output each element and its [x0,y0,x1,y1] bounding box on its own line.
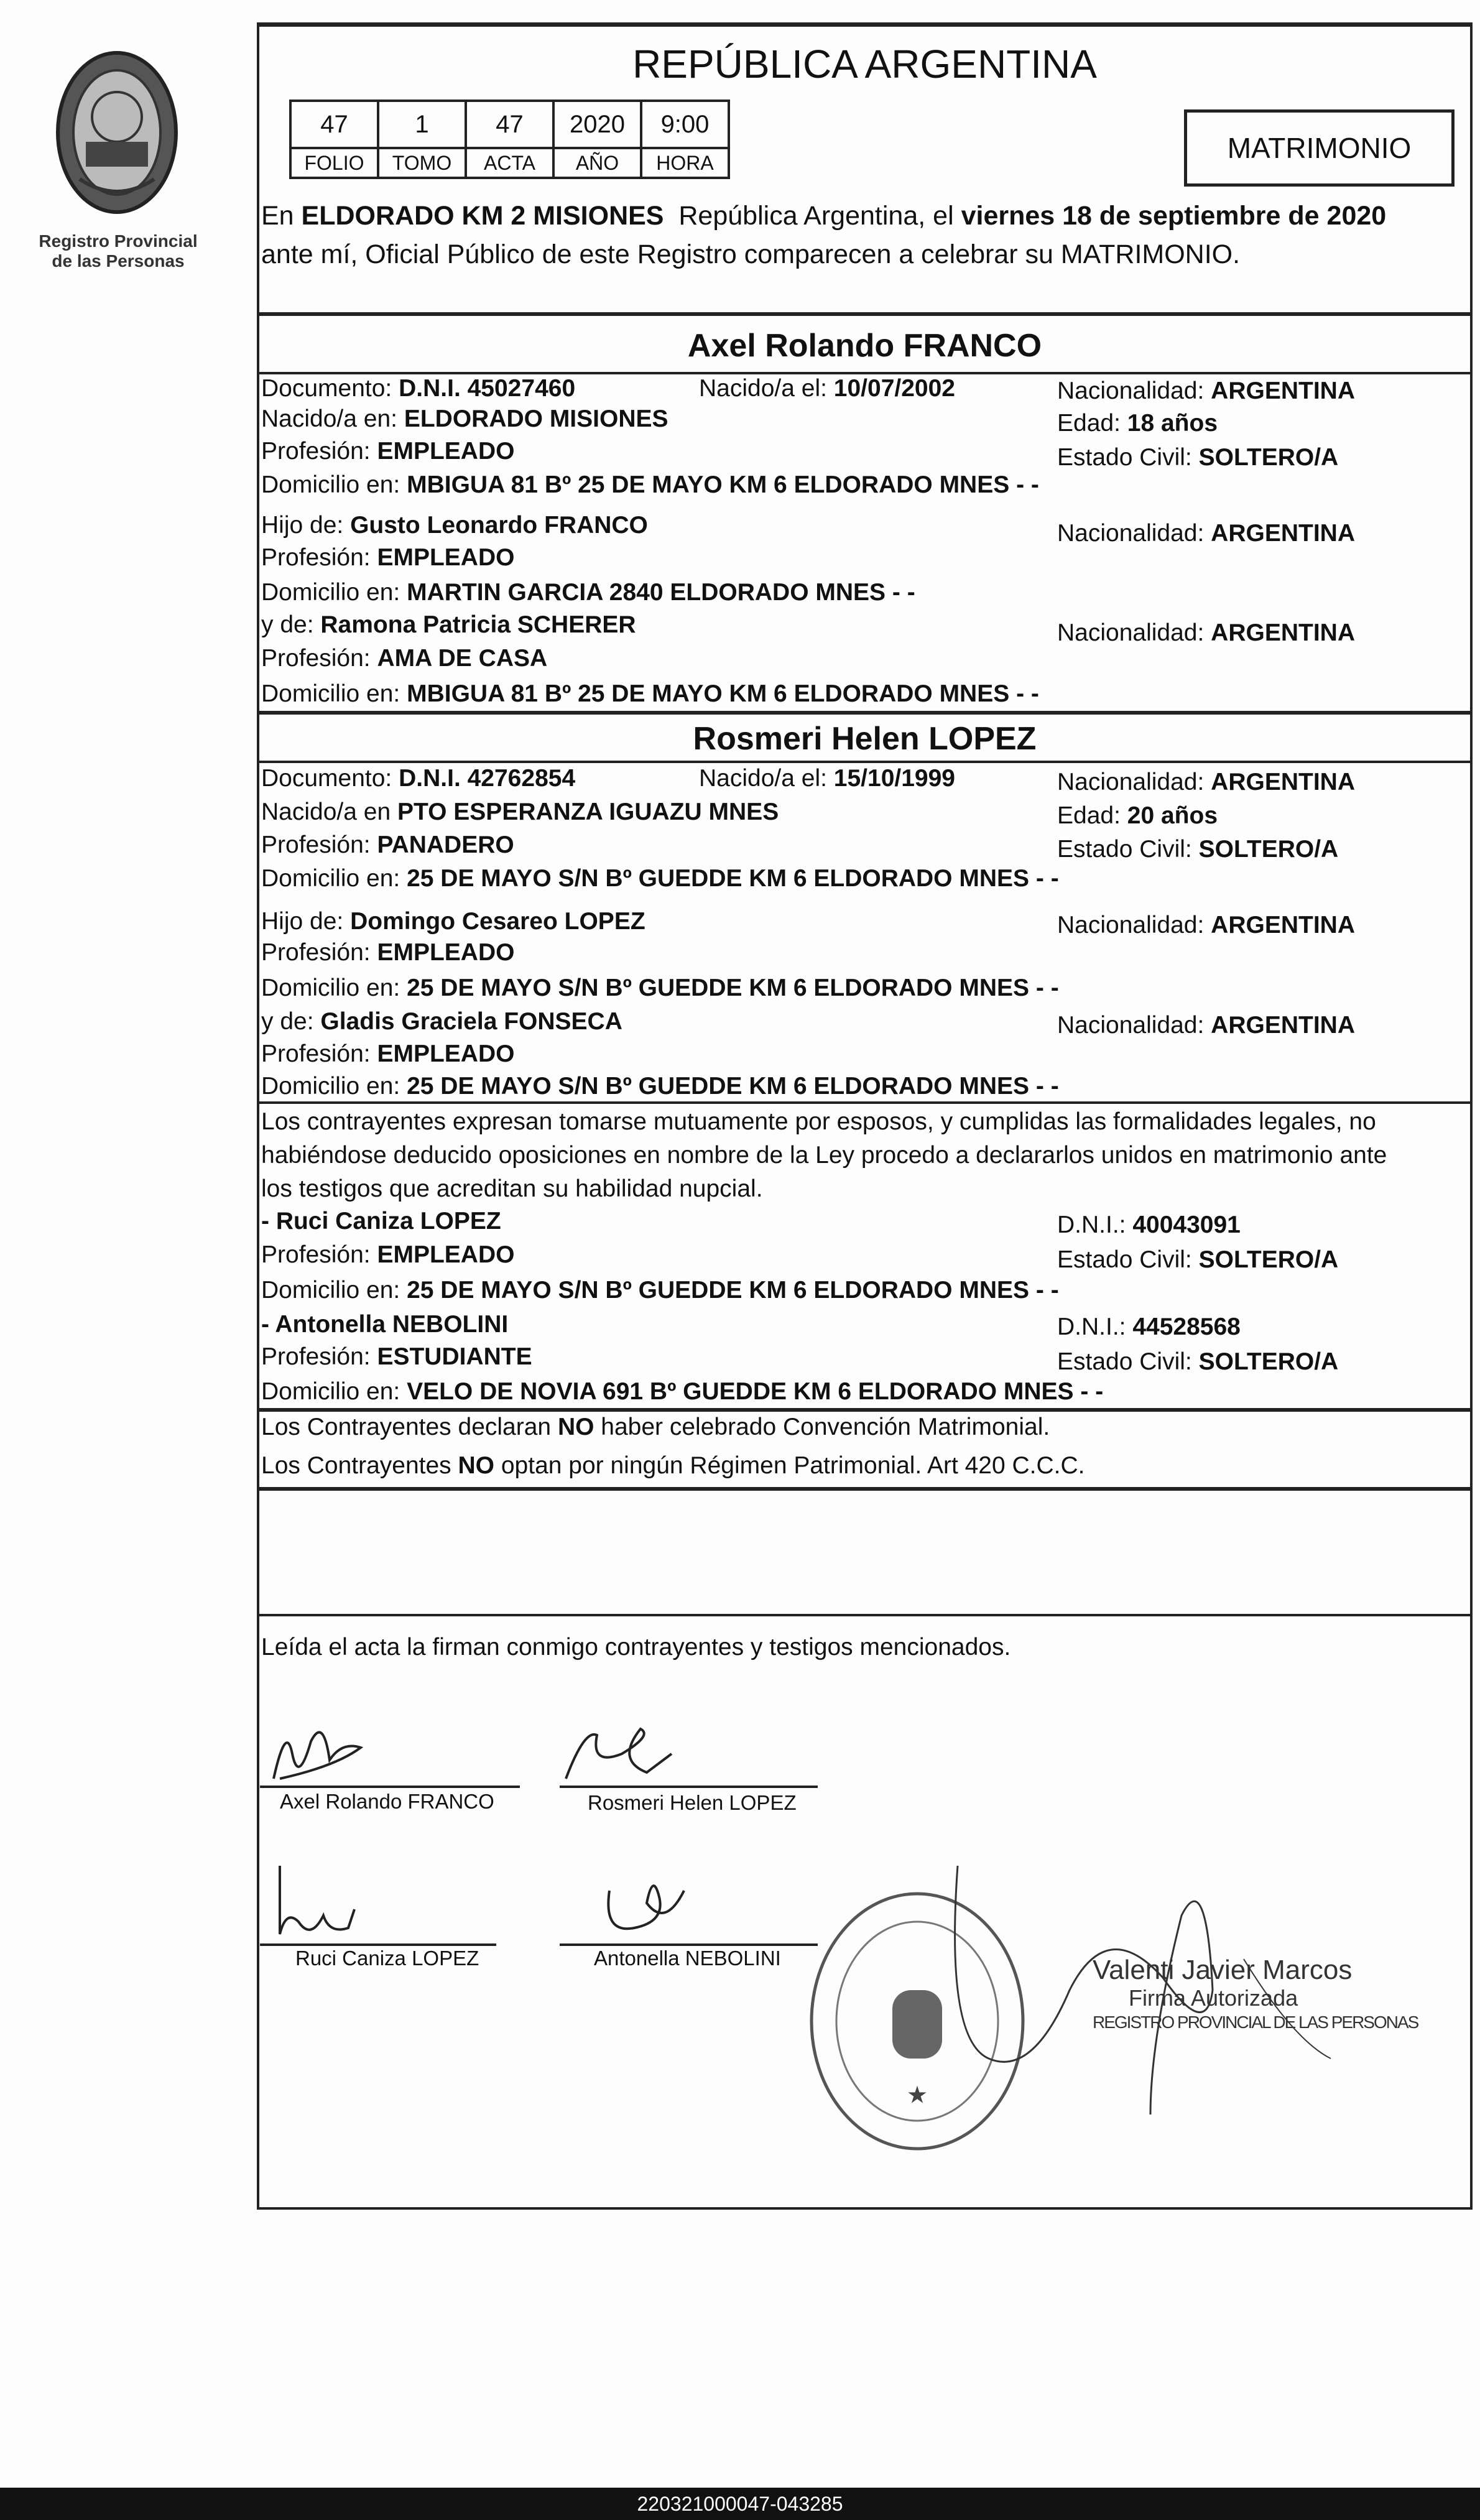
spouse2-civil-status [1057,833,1338,866]
label: Profesión: [261,1343,377,1370]
spouse2-father-nationality [1057,909,1355,942]
value: 44528568 [1132,1313,1241,1340]
label: Nacionalidad: [1057,769,1211,795]
label: Domicilio en: [261,1378,407,1405]
witness-profession [261,1341,532,1373]
signature-scribble-icon [560,1716,684,1791]
text: NO [458,1452,495,1479]
value: PTO ESPERANZA IGUAZU MNES [397,799,779,825]
signature-name-1: Axel Rolando FRANCO [280,1790,494,1813]
label: Nacido/a en: [261,405,404,432]
label: Edad: [1057,802,1127,829]
spouse1-address [261,469,1039,501]
signature-name-4: Antonella NEBOLINI [594,1947,781,1970]
label: D.N.I.: [1057,1313,1133,1340]
spouse1-profession [261,435,514,468]
closing-statement: Leída el acta la firman conmigo contrayentes y testigos mencionados. [261,1634,1011,1661]
spouse1-nationality [1057,375,1355,407]
spouse2-father [261,906,645,938]
text: haber celebrado Convención Matrimonial. [594,1414,1050,1440]
label: Domicilio en: [261,975,407,1001]
spouse1-father-address [261,577,915,609]
label: Domicilio en: [261,1277,407,1304]
signature-line [560,1786,818,1788]
divider [257,312,1473,316]
value: 25 DE MAYO S/N Bº GUEDDE KM 6 ELDORADO MNES - - [407,865,1059,892]
value: SOLTERO/A [1198,444,1339,471]
label: Estado Civil: [1057,836,1199,863]
value: Gladis Graciela FONSECA [320,1008,622,1035]
label: Profesión: [261,1040,377,1067]
logo-caption-line2: de las Personas [52,251,185,271]
witness-address [261,1376,1103,1408]
witness-profession [261,1239,514,1271]
value: PANADERO [377,832,514,858]
signature-line [560,1943,818,1946]
spouse1-name: Axel Rolando FRANCO [687,328,1042,364]
footer-code: 220321000047-043285 [0,2488,1480,2520]
label: Nacionalidad: [1057,520,1211,547]
intro-line1 [261,201,1386,231]
value: 18 años [1127,410,1218,437]
value: Gusto Leonardo FRANCO [350,512,648,539]
label: Estado Civil: [1057,1246,1199,1273]
label: Documento: [261,375,399,402]
text: Los Contrayentes [261,1452,458,1479]
spouse2-age [1057,800,1218,832]
value: 10/07/2002 [833,375,955,402]
spouse1-mother-profession [261,642,547,675]
signature-line [260,1786,520,1788]
label: Nacionalidad: [1057,912,1211,938]
convention-statement [261,1411,1050,1443]
spouse1-father [261,509,648,542]
value: ARGENTINA [1211,912,1356,938]
registry-logo [49,49,185,220]
intro-text: En [261,201,302,231]
value: MBIGUA 81 Bº 25 DE MAYO KM 6 ELDORADO MNES - - [407,471,1039,498]
witness-dni [1057,1209,1241,1241]
label: Nacionalidad: [1057,378,1211,404]
label: Nacido/a en [261,799,397,825]
witness-address [261,1274,1059,1307]
intro-date: viernes 18 de septiembre de 2020 [961,201,1387,231]
spouse2-birthdate [699,762,955,795]
official-organization: REGISTRO PROVINCIAL DE LAS PERSONAS [1093,2013,1418,2032]
value: ARGENTINA [1211,769,1356,795]
acta-label: ACTA [466,148,553,178]
value: Ramona Patricia SCHERER [320,611,636,638]
misiones-seal-icon [49,49,185,216]
record-type-box: MATRIMONIO [1184,109,1455,187]
value: ARGENTINA [1211,619,1356,646]
label: y de: [261,1008,321,1035]
signature-scribble-icon [597,1866,696,1947]
value: 15/10/1999 [833,765,955,792]
signature-scribble-icon [261,1716,386,1791]
value: SOLTERO/A [1198,1348,1339,1375]
label: Domicilio en: [261,579,407,606]
value: EMPLEADO [377,544,515,571]
spouse1-mother-address [261,678,1039,710]
label: Nacionalidad: [1057,1012,1211,1039]
value: ELDORADO MISIONES [404,405,668,432]
declaration-line3: los testigos que acreditan su habilidad nupcial. [261,1175,763,1202]
signature-scribble-icon [261,1860,386,1947]
witness-name: - Antonella NEBOLINI [261,1311,509,1338]
spouse2-name: Rosmeri Helen LOPEZ [693,721,1037,757]
folio-value: 47 [290,101,378,148]
document-title: REPÚBLICA ARGENTINA [632,42,1097,86]
spouse2-profession [261,829,514,861]
value: EMPLEADO [377,939,515,966]
label: Domicilio en: [261,1073,407,1100]
spouse2-mother-profession [261,1038,514,1070]
spouse1-father-nationality [1057,517,1355,550]
label: Hijo de: [261,512,351,539]
value: VELO DE NOVIA 691 Bº GUEDDE KM 6 ELDORADO MNES - - [407,1378,1104,1405]
spouse1-father-profession [261,542,514,574]
intro-place: ELDORADO KM 2 MISIONES [301,201,664,231]
value: AMA DE CASA [377,645,548,672]
spouse1-mother [261,609,636,641]
signature-name-3: Ruci Caniza LOPEZ [295,1947,479,1970]
divider [257,711,1473,715]
hora-label: HORA [641,148,729,178]
value: 25 DE MAYO S/N Bº GUEDDE KM 6 ELDORADO MNES - - [407,1073,1059,1100]
label: Profesión: [261,544,377,571]
spouse2-nationality [1057,766,1355,799]
value: ARGENTINA [1211,378,1356,404]
folio-label: FOLIO [290,148,378,178]
value: SOLTERO/A [1198,1246,1339,1273]
signature-line [260,1943,496,1946]
spouse2-father-profession [261,937,514,969]
label: Domicilio en: [261,680,407,707]
declaration-line2: habiéndose deducido oposiciones en nombre de la Ley procedo a declararlos unidos en matrimonio ante [261,1142,1387,1169]
label: y de: [261,611,321,638]
label: D.N.I.: [1057,1211,1133,1238]
value: MARTIN GARCIA 2840 ELDORADO MNES - - [407,579,915,606]
divider [257,1487,1473,1491]
label: Domicilio en: [261,865,407,892]
spouse2-mother [261,1006,622,1038]
label: Edad: [1057,410,1127,437]
value: 25 DE MAYO S/N Bº GUEDDE KM 6 ELDORADO MNES - - [407,1277,1059,1304]
spouse2-father-address [261,972,1059,1004]
label: Nacionalidad: [1057,619,1211,646]
value: D.N.I. 45027460 [399,375,576,402]
text: NO [557,1414,594,1440]
label: Estado Civil: [1057,444,1199,471]
witness-name: - Ruci Caniza LOPEZ [261,1208,501,1235]
signature-name-2: Rosmeri Helen LOPEZ [588,1791,797,1814]
value: 20 años [1127,802,1218,829]
svg-text:★: ★ [907,2083,927,2107]
intro-line2: ante mí, Oficial Público de este Registro comparecen a celebrar su MATRIMONIO. [261,239,1241,269]
spouse2-address [261,863,1059,895]
spouse1-birthdate [699,373,955,405]
value: ESTUDIANTE [377,1343,532,1370]
value: ARGENTINA [1211,520,1356,547]
declaration-line1: Los contrayentes expresan tomarse mutuamente por esposos, y cumplidas las formalidades legales, no [261,1108,1376,1135]
official-role: Firma Autorizada [1129,1985,1298,2011]
tomo-value: 1 [378,101,466,148]
witness-dni [1057,1311,1241,1343]
label: Profesión: [261,645,377,672]
value: Domingo Cesareo LOPEZ [350,908,645,935]
value: ARGENTINA [1211,1012,1356,1039]
value: EMPLEADO [377,1040,515,1067]
value: SOLTERO/A [1198,836,1339,863]
label: Documento: [261,765,399,792]
tomo-label: TOMO [378,148,466,178]
witness-civil-status [1057,1346,1338,1378]
value: EMPLEADO [377,438,515,465]
text: optan por ningún Régimen Patrimonial. Art 420 C.C.C. [494,1452,1085,1479]
value: EMPLEADO [377,1241,515,1268]
spouse1-birthplace [261,403,668,435]
spouse1-document [261,373,575,405]
label: Profesión: [261,1241,377,1268]
value: 25 DE MAYO S/N Bº GUEDDE KM 6 ELDORADO MNES - - [407,975,1059,1001]
witness-civil-status [1057,1244,1338,1276]
spouse2-mother-address [261,1070,1059,1103]
label: Domicilio en: [261,471,407,498]
spouse2-mother-nationality [1057,1009,1355,1042]
anio-value: 2020 [553,101,641,148]
record-reference-table [289,100,730,179]
divider [257,1614,1473,1616]
label: Profesión: [261,832,377,858]
hora-value: 9:00 [641,101,729,148]
spouse2-document [261,762,575,795]
label: Hijo de: [261,908,351,935]
spouse2-birthplace [261,796,779,828]
label: Nacido/a el: [699,375,834,402]
label: Profesión: [261,438,377,465]
official-name: Valenti Javier Marcos [1093,1955,1353,1985]
intro-text: República Argentina, el [664,201,961,231]
label: Nacido/a el: [699,765,834,792]
label: Profesión: [261,939,377,966]
spouse1-civil-status [1057,442,1338,474]
spouse1-age [1057,407,1218,440]
text: Los Contrayentes declaran [261,1414,558,1440]
value: D.N.I. 42762854 [399,765,576,792]
anio-label: AÑO [553,148,641,178]
value: 40043091 [1132,1211,1241,1238]
logo-caption-line1: Registro Provincial [39,231,198,251]
divider [257,1101,1473,1104]
regime-statement [261,1450,1085,1482]
acta-value: 47 [466,101,553,148]
value: MBIGUA 81 Bº 25 DE MAYO KM 6 ELDORADO MNES - - [407,680,1039,707]
spouse1-mother-nationality [1057,617,1355,649]
label: Estado Civil: [1057,1348,1199,1375]
